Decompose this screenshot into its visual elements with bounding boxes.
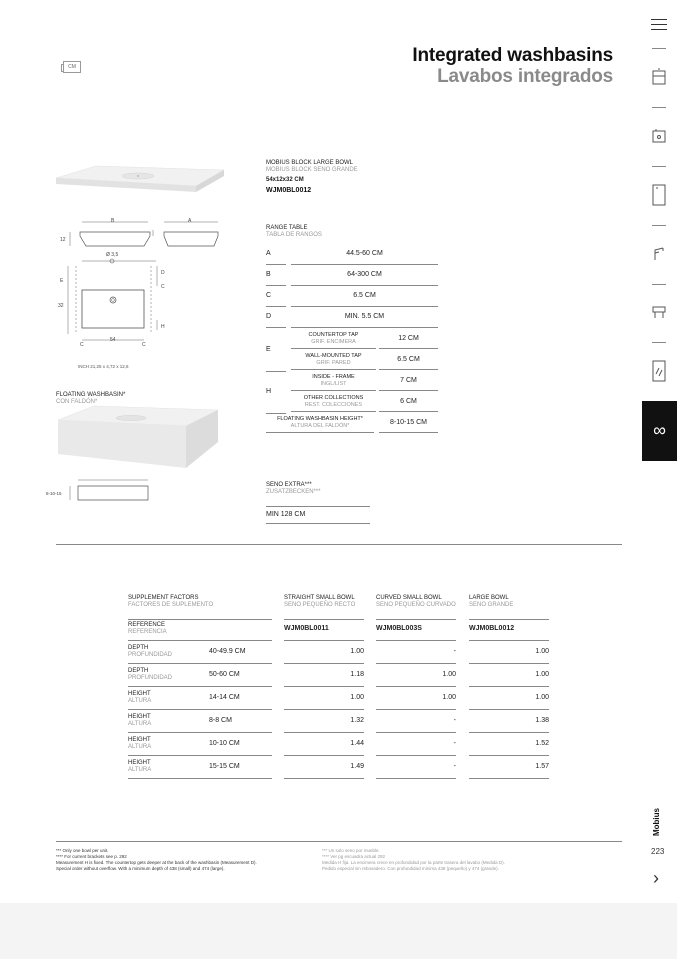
washbasin-top-image (56, 158, 226, 203)
factor-value: 1.00 (350, 648, 364, 655)
table-row (128, 642, 550, 664)
range-key: D (266, 313, 272, 320)
footnote: *** Un solo seno por mueble. (322, 848, 380, 853)
cm-unit-badge: CM (63, 61, 81, 73)
washbasin-icon[interactable] (651, 127, 667, 145)
range-sub-label-en: INSIDE - FRAME (312, 374, 355, 380)
range-value: 64-300 CM (347, 271, 382, 278)
table-row (128, 688, 550, 710)
table-row (128, 757, 550, 779)
factor-value: 1.18 (350, 671, 364, 678)
factor-value: - (453, 763, 456, 770)
row-range: 14-14 CM (209, 694, 240, 701)
factor-value: 1.52 (535, 740, 549, 747)
drawing-label-d: D (161, 270, 165, 276)
supplement-title-en: SUPPLEMENT FACTORS (128, 595, 199, 601)
row-label-es: ALTURA (128, 698, 152, 704)
row-label-es: ALTURA (128, 744, 152, 750)
footnote: **** Ver pg escuadra actual 292 (322, 854, 386, 859)
drawing-label-c-left: C (80, 342, 84, 348)
seno-extra-label (266, 482, 321, 495)
factor-value: 1.44 (350, 740, 364, 747)
footnotes-en (56, 848, 296, 872)
product-code: WJM0BL0012 (266, 187, 312, 194)
technical-drawing (56, 216, 226, 376)
range-row (266, 287, 438, 307)
range-sub-label-es: INGL/LIST (320, 381, 347, 387)
range-sub-value: 12 CM (398, 335, 419, 342)
viewer-bottom-band (0, 903, 677, 959)
footnote: Medida H fija. La encimera crece en profundidad por la parte trasera del lavabo (Medida D). (322, 860, 505, 865)
table-row (128, 665, 550, 687)
floating-height-value: 8-10-15 CM (390, 419, 427, 426)
reference-code: WJM0BL0012 (469, 625, 515, 632)
tap-icon[interactable] (651, 244, 667, 262)
factor-value: 1.00 (535, 648, 549, 655)
range-subrow (291, 392, 438, 412)
floating-label-en: FLOATING WASHBASIN* (56, 392, 126, 398)
floating-washbasin-image (56, 402, 221, 470)
shower-screen-icon[interactable] (651, 360, 667, 382)
range-title-es: TABLA DE RANGOS (266, 232, 322, 238)
factor-value: - (453, 717, 456, 724)
mobius-active-tab[interactable]: ∞ (642, 401, 677, 461)
seno-label-es: ZUSATZBECKEN*** (266, 489, 321, 495)
range-sub-label-en: OTHER COLLECTIONS (303, 395, 364, 401)
factor-value: 1.00 (350, 694, 364, 701)
reference-row (128, 619, 550, 641)
range-sub-value: 6 CM (400, 398, 417, 405)
reference-label-en: REFERENCE (128, 622, 166, 628)
row-label-en: HEIGHT (128, 737, 151, 743)
section-sidebar (640, 0, 677, 903)
range-subrow (291, 371, 438, 391)
cabinet-icon[interactable] (651, 68, 667, 86)
range-sub-label-es: REST. COLECCIONES (304, 402, 363, 408)
row-label-en: HEIGHT (128, 691, 151, 697)
row-label-es: ALTURA (128, 721, 152, 727)
range-key-e: E (266, 346, 271, 353)
seno-extra-value: MIN 128 CM (266, 506, 370, 524)
row-label-en: DEPTH (128, 668, 149, 674)
factor-value: 1.49 (350, 763, 364, 770)
drawing-label-a: A (188, 218, 192, 224)
range-sub-label-es: GRIF. PARED (316, 360, 351, 366)
floating-label-es: CON FALDÓN* (56, 399, 98, 405)
row-range: 8-8 CM (209, 717, 232, 724)
drawing-label-e: E (60, 278, 64, 284)
footnote: Special order without overflow. With a minimum depth of 438 (small) and 474 (large). (56, 866, 225, 871)
column-header-en: STRAIGHT SMALL BOWL (284, 595, 355, 601)
row-label-es: PROFUNDIDAD (128, 675, 173, 681)
column-header-es: SENO GRANDE (469, 602, 514, 608)
product-info (266, 160, 358, 194)
range-key: A (266, 250, 271, 257)
product-name-en: MOBIUS BLOCK LARGE BOWL (266, 160, 354, 166)
range-table-title (266, 225, 322, 238)
range-value: 44.5-60 CM (346, 250, 383, 257)
range-key: B (266, 271, 271, 278)
drawing-label-12: 12 (60, 237, 66, 243)
row-label-es: ALTURA (128, 767, 152, 773)
row-range: 15-15 CM (209, 763, 240, 770)
range-title-en: RANGE TABLE (266, 225, 308, 231)
supplement-title-es: FACTORES DE SUPLEMENTO (128, 602, 214, 608)
product-dimensions: 54x12x32 CM (266, 177, 304, 183)
factor-value: 1.00 (535, 694, 549, 701)
factor-value: - (453, 740, 456, 747)
range-subrow (291, 350, 438, 370)
product-name-es: MOBIUS BLOCK SENO GRANDE (266, 167, 358, 173)
range-subrow (291, 329, 438, 349)
range-row (266, 266, 438, 286)
footnote: Measurement H is fixed. The countertop gets deeper at the back of the washbasin (Measurement D). (56, 860, 257, 865)
factor-value: - (453, 648, 456, 655)
factor-value: 1.32 (350, 717, 364, 724)
range-row (266, 308, 438, 328)
page-title: Integrated washbasins (412, 45, 613, 66)
menu-icon[interactable] (651, 19, 667, 34)
table-row (128, 711, 550, 733)
range-sub-label-es: GRIF. ENCIMERA (311, 339, 356, 345)
row-label-en: DEPTH (128, 645, 149, 651)
reference-code: WJM0BL003S (376, 625, 422, 632)
page-number: 223 (651, 847, 665, 856)
column-header (284, 595, 355, 608)
column-header-es: SENO PEQUEÑO RECTO (284, 602, 356, 608)
floating-height-label-en: FLOATING WASHBASIN HEIGHT* (277, 416, 363, 422)
page-subtitle: Lavabos integrados (437, 66, 613, 87)
footnotes-es (322, 848, 562, 872)
factor-value: 1.57 (535, 763, 549, 770)
footnote: **** For current brackets see p. 292 (56, 854, 127, 859)
range-row (266, 245, 438, 265)
column-header (469, 595, 513, 608)
drawing-label-b: B (111, 218, 115, 224)
table-row (128, 734, 550, 756)
drawing-label-h: H (161, 324, 165, 330)
next-page-icon[interactable]: › (653, 868, 659, 888)
row-label-es: PROFUNDIDAD (128, 652, 173, 658)
factor-value: 1.00 (442, 671, 456, 678)
range-value: 6.5 CM (353, 292, 376, 299)
range-sub-label-en: COUNTERTOP TAP (308, 332, 359, 338)
stool-icon[interactable] (651, 303, 667, 321)
column-header-en: LARGE BOWL (469, 595, 509, 601)
supplement-header (128, 595, 213, 608)
row-range: 50-60 CM (209, 671, 240, 678)
factor-value: 1.38 (535, 717, 549, 724)
range-value: MIN. 5.5 CM (344, 313, 385, 320)
mirror-icon[interactable] (651, 184, 667, 206)
brand-label: Mobius (652, 808, 661, 836)
range-sub-label-en: WALL-MOUNTED TAP (305, 353, 362, 359)
range-sub-value: 7 CM (400, 377, 417, 384)
row-range: 40-49.9 CM (209, 648, 246, 655)
row-label-en: HEIGHT (128, 714, 151, 720)
inch-note: INCH 21,25 x 4,72 x 12,6 (78, 364, 129, 369)
floating-height-label-es: ALTURA DEL FALDÓN* (290, 423, 350, 429)
reference-code: WJM0BL0011 (284, 625, 329, 632)
footnote-divider (56, 841, 622, 842)
factor-value: 1.00 (535, 671, 549, 678)
column-header-en: CURVED SMALL BOWL (376, 595, 442, 601)
footnote: Pedido especial sin rebosadero. Con profundidad mínima 438 (pequeño) y 474 (grande). (322, 866, 499, 871)
range-key-h: H (266, 388, 272, 395)
row-range: 10-10 CM (209, 740, 240, 747)
range-key: C (266, 292, 272, 299)
column-header-es: SENO PEQUEÑO CURVADO (376, 602, 456, 608)
floating-dim-label: 8-10-15 (46, 491, 62, 496)
drawing-label-c: C (161, 284, 165, 290)
drawing-label-32: 32 (58, 303, 64, 309)
reference-label-es: REFERENCIA (128, 629, 167, 635)
floating-washbasin-drawing (56, 474, 166, 504)
drawing-label-54: 54 (110, 337, 116, 343)
seno-label-en: SENO EXTRA*** (266, 482, 312, 488)
row-label-en: HEIGHT (128, 760, 151, 766)
footnote: *** Only one bowl per unit. (56, 848, 109, 853)
factor-value: 1.00 (442, 694, 456, 701)
section-divider (56, 544, 622, 545)
drawing-label-diameter: Ø 3,5 (106, 252, 119, 258)
floating-height-row (266, 413, 438, 433)
column-header (376, 595, 456, 608)
range-sub-value: 6.5 CM (397, 356, 420, 363)
drawing-label-c-right: C (142, 342, 146, 348)
